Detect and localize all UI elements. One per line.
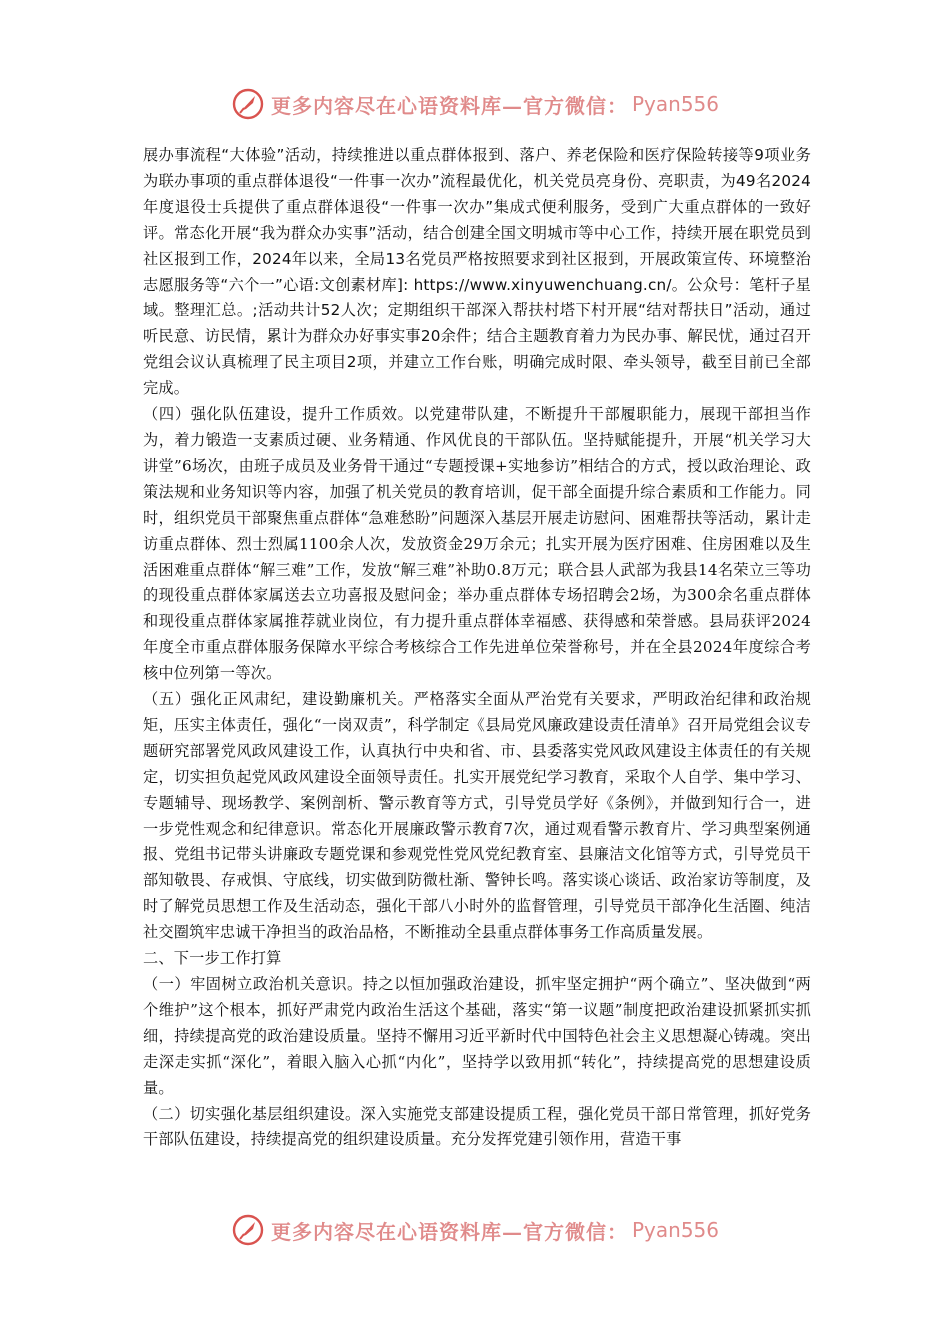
quill-circle-logo [231, 87, 265, 121]
paragraph-section-4: （四）强化队伍建设，提升工作质效。以党建带队建，不断提升干部履职能力，展现干部担当作为，着力锻造一支素质过硬、业务精通、作风优良的干部队伍。坚持赋能提升，开展“机关学习大讲堂”6场次，由班子成员及业务骨干通过“专题授课+实地参访”相结合的方式，授以政治理论、政策法规和业务知识等内容，加强了机关党员的教育培训，促干部全面提升综合素质和工作能力。同时，组织党员干部聚焦重点群体“急难愁盼”问题深入基层开展走访慰问、困难帮扶等活动，累计走访重点群体、烈士烈属1100余人次，发放资金29万余元；扎实开展为医疗困难、住房困难以及生活困难重点群体“解三难”工作，发放“解三难”补助0.8万元；联合县人武部为我县14名荣立三等功的现役重点群体家属送去立功喜报及慰问金；举办重点群体专场招聘会2场，为300余名重点群体和现役重点群体家属推荐就业岗位，有力提升重点群体幸福感、获得感和荣誉感。县局获评2024年度全市重点群体服务保障水平综合考核综合工作先进单位荣誉称号，并在全县2024年度综合考核中位列第一等次。 [143, 405, 811, 683]
quill-circle-logo [231, 1213, 265, 1247]
banner-text: 更多内容尽在心语资料库—官方微信： [270, 1219, 628, 1244]
banner-wechat-id: Pyan556 [631, 92, 719, 116]
document-body [143, 143, 811, 1153]
paragraph-next-1: （一）牢固树立政治机关意识。持之以恒加强政治建设，抓牢坚定拥护“两个确立”、坚决做到“两个维护”这个根本，抓好严肃党内政治生活这个基础，落实“第一议题”制度把政治建设抓紧抓实抓细，持续提高党的政治建设质量。坚持不懈用习近平新时代中国特色社会主义思想凝心铸魂。突出走深走实抓“深化”，着眼入脑入心抓“内化”，坚持学以致用抓“转化”，持续提高党的思想建设质量。 [143, 975, 811, 1097]
section-heading-next-steps: 二、下一步工作打算 [143, 949, 282, 968]
paragraph-intro: 展办事流程“大体验”活动，持续推进以重点群体报到、落户、养老保险和医疗保险转接等9项业务为联办事项的重点群体退役“一件事一次办”流程最优化，机关党员亮身份、亮职责，为49名2024年度退役士兵提供了重点群体退役“一件事一次办”集成式便利服务，受到广大重点群体的一致好评。常态化开展“我为群众办实事”活动，结合创建全国文明城市等中心工作，持续开展在职党员到社区报到工作，2024年以来，全局13名党员严格按照要求到社区报到，开展政策宣传、环境整治志愿服务等“六个一”心语:文创素材库]: https://www.xinyuwenchuang.cn/。公众号：笔杆子星域。整理汇总。;活动共计52人次；定期组织干部深入帮扶村塔下村开展“结对帮扶日”活动，通过听民意、访民情，累计为群众办好事实事20余件；结合主题教育着力为民办事、解民忧，通过召开党组会议认真梳理了民主项目2项，并建立工作台账，明确完成时限、牵头领导，截至目前已全部完成。 [143, 146, 811, 398]
header-banner [0, 84, 950, 124]
banner-text: 更多内容尽在心语资料库—官方微信： [270, 93, 628, 118]
footer-banner [0, 1210, 950, 1250]
paragraph-section-5: （五）强化正风肃纪，建设勤廉机关。严格落实全面从严治党有关要求，严明政治纪律和政治规矩，压实主体责任，强化“一岗双责”，科学制定《县局党风廉政建设责任清单》召开局党组会议专题研究部署党风政风建设工作，认真执行中央和省、市、县委落实党风政风建设主体责任的有关规定，切实担负起党风政风建设全面领导责任。扎实开展党纪学习教育，采取个人自学、集中学习、专题辅导、现场教学、案例剖析、警示教育等方式，引导党员学好《条例》，并做到知行合一，进一步党性观念和纪律意识。常态化开展廉政警示教育7次，通过观看警示教育片、学习典型案例通报、党组书记带头讲廉政专题党课和参观党性党风党纪教育室、县廉洁文化馆等方式，引导党员干部知敬畏、存戒惧、守底线，切实做到防微杜渐、警钟长鸣。落实谈心谈话、政治家访等制度，及时了解党员思想工作及生活动态，强化干部八小时外的监督管理，引导党员干部净化生活圈、纯洁社交圈筑牢忠诚干净担当的政治品格，不断推动全县重点群体事务工作高质量发展。 [143, 690, 811, 942]
paragraph-next-2: （二）切实强化基层组织建设。深入实施党支部建设提质工程，强化党员干部日常管理，抓好党务干部队伍建设，持续提高党的组织建设质量。充分发挥党建引领作用，营造干事 [143, 1104, 811, 1149]
banner-wechat-id: Pyan556 [631, 1218, 719, 1242]
